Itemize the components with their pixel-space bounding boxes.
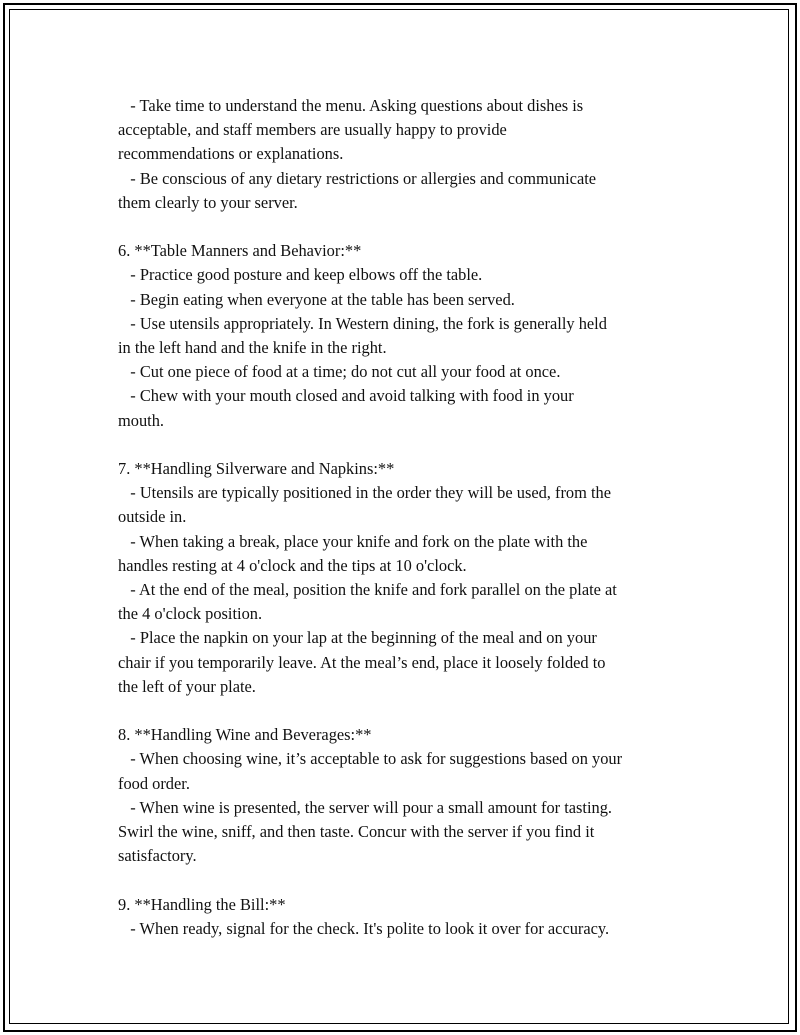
text-line: - Be conscious of any dietary restrictions or allergies and communicate [118,168,597,188]
text-line: outside in. [118,507,187,527]
text-line: - When ready, signal for the check. It's polite to look it over for accuracy. [118,918,610,938]
text-line: - Utensils are typically positioned in the order they will be used, from the [118,483,611,503]
text-line: - When wine is presented, the server will pour a small amount for tasting. [118,797,613,817]
text-line: the 4 o'clock position. [118,604,263,624]
text-line: the left of your plate. [118,676,256,696]
section-bill [118,893,693,941]
text-line: chair if you temporarily leave. At the meal’s end, place it loosely folded to [118,652,606,672]
text-line: satisfactory. [118,846,197,866]
text-line: mouth. [118,410,164,430]
text-line: in the left hand and the knife in the right. [118,338,387,358]
section-heading: 9. **Handling the Bill:** [118,894,286,914]
text-line: - Place the napkin on your lap at the beginning of the meal and on your [118,628,597,648]
text-line: acceptable, and staff members are usually happy to provide [118,120,507,140]
text-line: handles resting at 4 o'clock and the tips at 10 o'clock. [118,555,467,575]
text-line: them clearly to your server. [118,192,298,212]
text-line: - When taking a break, place your knife and fork on the plate with the [118,531,588,551]
document-body [118,94,693,965]
text-line: Swirl the wine, sniff, and then taste. Concur with the server if you find it [118,822,595,842]
text-line: - Use utensils appropriately. In Western dining, the fork is generally held [118,313,607,333]
paragraph-menu-tips [118,94,693,215]
text-line: - When choosing wine, it’s acceptable to ask for suggestions based on your [118,749,623,769]
text-line: - At the end of the meal, position the knife and fork parallel on the plate at [118,580,617,600]
text-line: - Cut one piece of food at a time; do not cut all your food at once. [118,362,561,382]
text-line: - Begin eating when everyone at the table has been served. [118,289,515,309]
text-line: - Practice good posture and keep elbows off the table. [118,265,483,285]
text-line: - Chew with your mouth closed and avoid talking with food in your [118,386,574,406]
text-line: - Take time to understand the menu. Asking questions about dishes is [118,96,584,115]
text-line: recommendations or explanations. [118,144,344,164]
section-silverware-napkins [118,457,693,699]
text-line: food order. [118,773,190,793]
section-heading: 8. **Handling Wine and Beverages:** [118,725,372,745]
section-heading: 6. **Table Manners and Behavior:** [118,241,362,261]
section-table-manners [118,239,693,433]
section-wine-beverages [118,723,693,868]
section-heading: 7. **Handling Silverware and Napkins:** [118,459,395,479]
